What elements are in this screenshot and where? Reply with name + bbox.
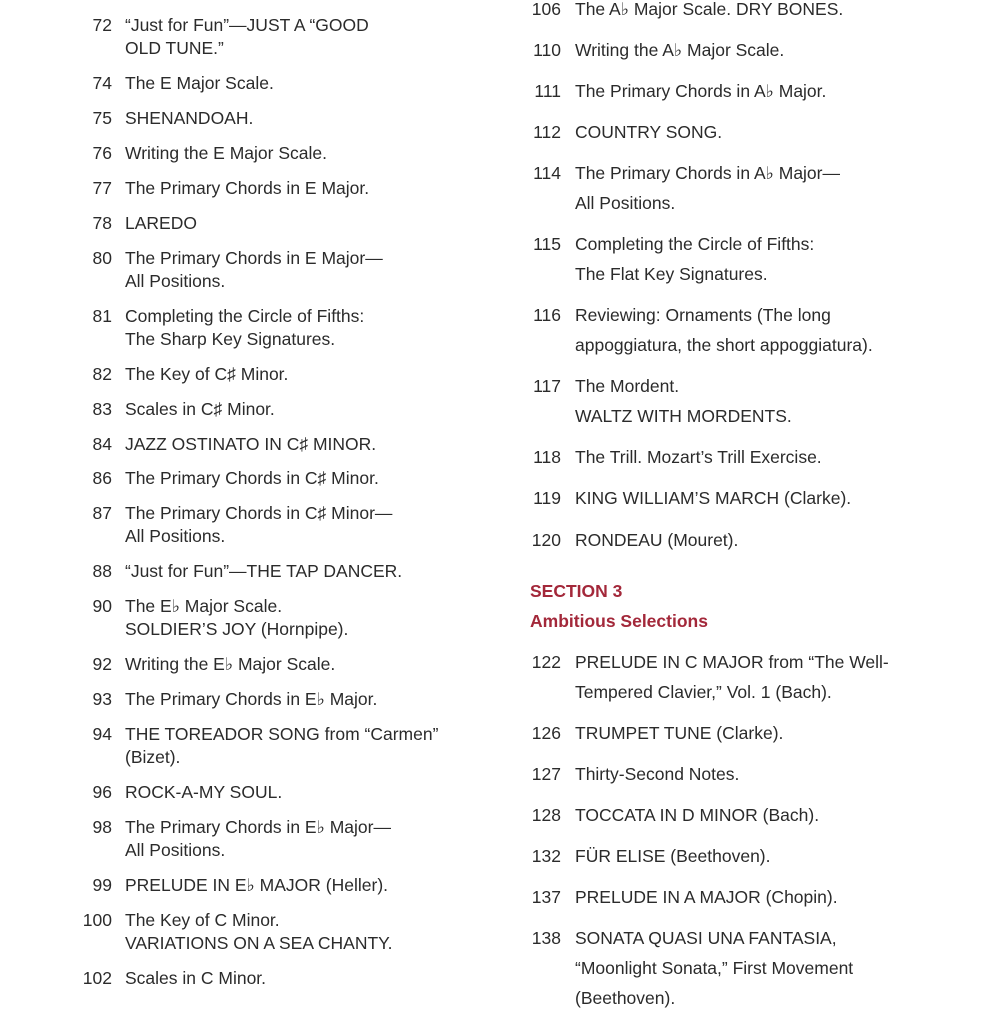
entry-title-line: Completing the Circle of Fifths: bbox=[125, 306, 365, 326]
page-number: 99 bbox=[92, 875, 112, 895]
entry-title bbox=[575, 300, 999, 360]
entry-title-line: The Primary Chords in A♭ Major— bbox=[575, 163, 840, 183]
entry-title-line: SHENANDOAH. bbox=[125, 108, 254, 128]
entry-title-line: KING WILLIAM’S MARCH (Clarke). bbox=[575, 488, 852, 508]
entry-title-line: THE TOREADOR SONG from “Carmen” bbox=[125, 724, 439, 744]
entry-title-line: PRELUDE IN E♭ MAJOR (Heller). bbox=[125, 875, 389, 895]
page-number: 94 bbox=[92, 724, 112, 744]
entry-title bbox=[125, 14, 495, 60]
page-number: 93 bbox=[92, 689, 112, 709]
page-number: 96 bbox=[92, 782, 112, 802]
entry-title-line: OLD TUNE.” bbox=[125, 38, 224, 58]
page-number: 84 bbox=[92, 434, 112, 454]
entry-title-line: (Beethoven). bbox=[575, 988, 676, 1008]
entry-title bbox=[125, 874, 495, 897]
page-number: 100 bbox=[82, 910, 112, 930]
entry-title-line: The Primary Chords in E♭ Major— bbox=[125, 817, 391, 837]
page-number: 118 bbox=[533, 447, 561, 467]
entry-title-line: Writing the A♭ Major Scale. bbox=[575, 40, 785, 60]
entry-title-line: ROCK-A-MY SOUL. bbox=[125, 782, 283, 802]
entry-title-line: The E Major Scale. bbox=[125, 73, 274, 93]
entry-title bbox=[125, 467, 495, 490]
entry-title-line: “Just for Fun”—JUST A “GOOD bbox=[125, 15, 369, 35]
entry-title-line: The E♭ Major Scale. bbox=[125, 596, 283, 616]
page-number: 90 bbox=[92, 596, 112, 616]
entry-title-line: All Positions. bbox=[575, 193, 676, 213]
entry-title bbox=[125, 72, 495, 95]
page-number: 112 bbox=[533, 122, 561, 142]
entry-title-line: The Primary Chords in E♭ Major. bbox=[125, 689, 378, 709]
entry-title bbox=[575, 35, 999, 65]
entry-title bbox=[125, 502, 495, 548]
entry-title bbox=[575, 718, 999, 748]
entry-title-line: Writing the E♭ Major Scale. bbox=[125, 654, 336, 674]
entry-title-line: appoggiatura, the short appoggiatura). bbox=[575, 335, 873, 355]
entry-title bbox=[125, 723, 495, 769]
entry-title-line: The Mordent. bbox=[575, 376, 680, 396]
entry-title-line: Scales in C Minor. bbox=[125, 968, 267, 988]
entry-title bbox=[575, 117, 999, 147]
entry-title bbox=[575, 882, 999, 912]
entry-title-line: PRELUDE IN C MAJOR from “The Well- bbox=[575, 652, 889, 672]
page-number: 76 bbox=[92, 143, 112, 163]
page-number: 111 bbox=[534, 81, 561, 101]
page-number: 98 bbox=[92, 817, 112, 837]
section-subheading: Ambitious Selections bbox=[530, 611, 708, 631]
entry-title bbox=[575, 923, 999, 1013]
entry-title-line: The Key of C♯ Minor. bbox=[125, 364, 289, 384]
entry-title-line: RONDEAU (Mouret). bbox=[575, 530, 739, 550]
entry-title bbox=[125, 595, 495, 641]
entry-title bbox=[125, 967, 495, 990]
entry-title-line: The A♭ Major Scale. DRY BONES. bbox=[575, 0, 844, 19]
entry-title bbox=[125, 212, 495, 235]
page-number: 115 bbox=[533, 234, 561, 254]
page-number: 137 bbox=[531, 887, 561, 907]
page-number: 77 bbox=[92, 178, 112, 198]
entry-title-line: “Just for Fun”—THE TAP DANCER. bbox=[125, 561, 403, 581]
entry-title-line: FÜR ELISE (Beethoven). bbox=[575, 846, 771, 866]
page-number: 81 bbox=[92, 306, 112, 326]
page-number: 102 bbox=[82, 968, 112, 988]
entry-title bbox=[125, 107, 495, 130]
page-number: 120 bbox=[531, 530, 561, 550]
entry-title bbox=[575, 759, 999, 789]
entry-title-line: COUNTRY SONG. bbox=[575, 122, 723, 142]
entry-title-line: The Flat Key Signatures. bbox=[575, 264, 768, 284]
entry-title-line: SONATA QUASI UNA FANTASIA, bbox=[575, 928, 837, 948]
entry-title-line: The Primary Chords in C♯ Minor— bbox=[125, 503, 393, 523]
page-number: 106 bbox=[531, 0, 561, 19]
page-number: 132 bbox=[531, 846, 561, 866]
entry-title-line: VARIATIONS ON A SEA CHANTY. bbox=[125, 933, 393, 953]
entry-title-line: All Positions. bbox=[125, 271, 226, 291]
page-number: 117 bbox=[533, 376, 561, 396]
entry-title-line: Tempered Clavier,” Vol. 1 (Bach). bbox=[575, 682, 832, 702]
page-number: 80 bbox=[92, 248, 112, 268]
entry-title-line: The Primary Chords in A♭ Major. bbox=[575, 81, 827, 101]
page-number: 126 bbox=[531, 723, 561, 743]
entry-title-line: (Bizet). bbox=[125, 747, 181, 767]
page-number: 110 bbox=[533, 40, 561, 60]
entry-title-line: LAREDO bbox=[125, 213, 197, 233]
entry-title-line: All Positions. bbox=[125, 840, 226, 860]
entry-title bbox=[125, 433, 495, 456]
entry-title bbox=[125, 247, 495, 293]
entry-title bbox=[125, 909, 495, 955]
entry-title-line: “Moonlight Sonata,” First Movement bbox=[575, 958, 854, 978]
page-number: 128 bbox=[531, 805, 561, 825]
entry-title-line: All Positions. bbox=[125, 526, 226, 546]
page-number: 127 bbox=[531, 764, 561, 784]
page-number: 78 bbox=[92, 213, 112, 233]
entry-title bbox=[125, 653, 495, 676]
entry-title-line: The Primary Chords in E Major. bbox=[125, 178, 370, 198]
entry-title bbox=[125, 688, 495, 711]
entry-title-line: The Primary Chords in E Major— bbox=[125, 248, 383, 268]
entry-title-line: Writing the E Major Scale. bbox=[125, 143, 327, 163]
page-number: 86 bbox=[92, 468, 112, 488]
page-number: 88 bbox=[92, 561, 112, 581]
entry-title-line: WALTZ WITH MORDENTS. bbox=[575, 406, 792, 426]
entry-title-line: The Sharp Key Signatures. bbox=[125, 329, 336, 349]
entry-title-line: The Primary Chords in C♯ Minor. bbox=[125, 468, 379, 488]
entry-title bbox=[125, 560, 495, 583]
entry-title bbox=[575, 76, 999, 106]
page-number: 122 bbox=[531, 652, 561, 672]
entry-title bbox=[575, 442, 999, 472]
entry-title-line: Completing the Circle of Fifths: bbox=[575, 234, 815, 254]
entry-title bbox=[575, 0, 999, 24]
entry-title-line: The Key of C Minor. bbox=[125, 910, 280, 930]
entry-title bbox=[125, 177, 495, 200]
page-number: 138 bbox=[531, 928, 561, 948]
entry-title-line: Scales in C♯ Minor. bbox=[125, 399, 275, 419]
page-number: 87 bbox=[92, 503, 112, 523]
page-number: 72 bbox=[92, 15, 112, 35]
page-number: 82 bbox=[92, 364, 112, 384]
section-heading: SECTION 3 bbox=[530, 581, 623, 601]
entry-title-line: PRELUDE IN A MAJOR (Chopin). bbox=[575, 887, 838, 907]
page-number: 116 bbox=[533, 305, 561, 325]
entry-title-line: TRUMPET TUNE (Clarke). bbox=[575, 723, 784, 743]
entry-title bbox=[575, 483, 999, 513]
entry-title bbox=[575, 371, 999, 431]
page-number: 114 bbox=[533, 163, 561, 183]
page-number: 74 bbox=[92, 73, 112, 93]
entry-title bbox=[575, 647, 999, 707]
entry-title bbox=[125, 816, 495, 862]
entry-title-line: Thirty-Second Notes. bbox=[575, 764, 740, 784]
entry-title bbox=[125, 142, 495, 165]
entry-title bbox=[575, 158, 999, 218]
entry-title-line: TOCCATA IN D MINOR (Bach). bbox=[575, 805, 820, 825]
entry-title bbox=[125, 363, 495, 386]
entry-title-line: The Trill. Mozart’s Trill Exercise. bbox=[575, 447, 822, 467]
entry-title bbox=[575, 229, 999, 289]
entry-title bbox=[125, 305, 495, 351]
entry-title bbox=[125, 781, 495, 804]
entry-title bbox=[575, 525, 999, 555]
page-number: 92 bbox=[92, 654, 112, 674]
page-number: 119 bbox=[533, 488, 561, 508]
entry-title bbox=[125, 398, 495, 421]
entry-title bbox=[575, 841, 999, 871]
entry-title bbox=[575, 800, 999, 830]
entry-title-line: SOLDIER’S JOY (Hornpipe). bbox=[125, 619, 349, 639]
page-number: 83 bbox=[92, 399, 112, 419]
entry-title-line: Reviewing: Ornaments (The long bbox=[575, 305, 831, 325]
page-number: 75 bbox=[92, 108, 112, 128]
entry-title-line: JAZZ OSTINATO IN C♯ MINOR. bbox=[125, 434, 377, 454]
